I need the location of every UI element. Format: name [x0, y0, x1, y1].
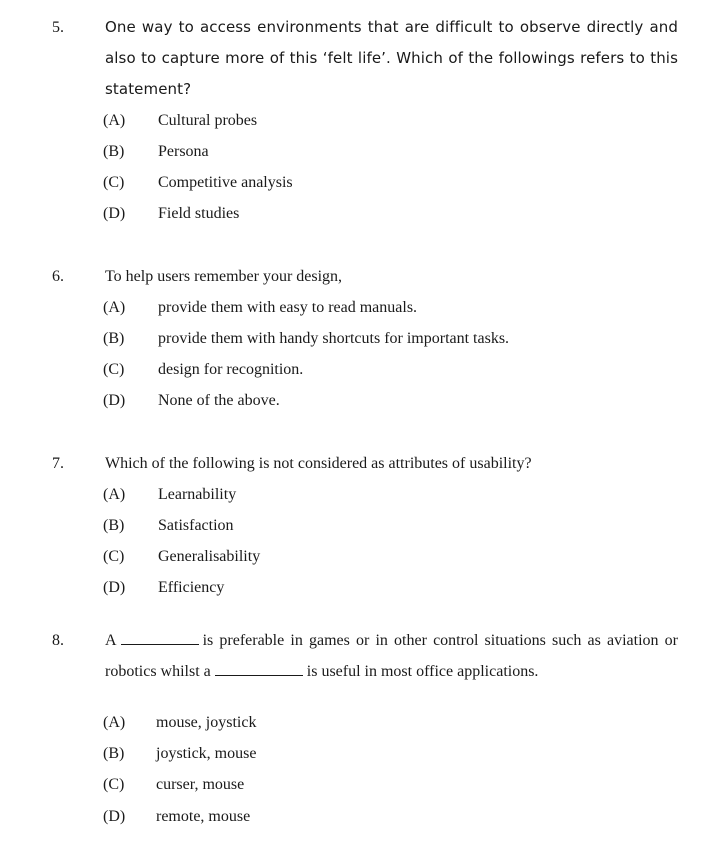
question-text: One way to access environments that are difficult to observe directly and also to capture more of this ‘felt life’. Which of the followings refers to this statement?: [105, 18, 678, 98]
option-label: (B): [103, 745, 125, 762]
question-text: [105, 625, 678, 687]
option-text: Competitive analysis: [158, 174, 293, 191]
question-number: 7.: [52, 455, 64, 472]
question-text: Which of the following is not considered as attributes of usability?: [105, 455, 532, 472]
option-d[interactable]: [103, 801, 663, 832]
option-text: Cultural probes: [158, 112, 258, 129]
option-text: Efficiency: [158, 579, 225, 596]
option-text: Learnability: [158, 486, 237, 503]
option-a[interactable]: [103, 105, 663, 136]
option-label: (B): [103, 330, 125, 347]
option-label: (D): [103, 579, 126, 596]
option-b[interactable]: [103, 136, 663, 167]
option-c[interactable]: [103, 167, 663, 198]
option-label: (A): [103, 299, 126, 316]
option-label: (C): [103, 548, 125, 565]
option-d[interactable]: [103, 198, 663, 229]
option-label: (C): [103, 361, 125, 378]
question-text-part2: is preferable in games or in other control situations such as aviation or robotics whilst a: [105, 632, 678, 680]
option-b[interactable]: [103, 738, 663, 769]
question-number: 5.: [52, 19, 64, 36]
option-d[interactable]: [103, 385, 663, 416]
option-label: (B): [103, 517, 125, 534]
option-b[interactable]: [103, 510, 663, 541]
option-text: provide them with handy shortcuts for important tasks.: [158, 330, 510, 347]
question-text: To help users remember your design,: [105, 268, 343, 285]
option-text: joystick, mouse: [156, 745, 257, 762]
option-text: provide them with easy to read manuals.: [158, 299, 418, 316]
option-label: (C): [103, 776, 125, 793]
option-label: (D): [103, 808, 126, 825]
option-text: Persona: [158, 143, 209, 160]
question-number: 8.: [52, 632, 64, 649]
option-c[interactable]: [103, 769, 663, 800]
option-c[interactable]: [103, 354, 663, 385]
option-text: Satisfaction: [158, 517, 234, 534]
option-text: mouse, joystick: [156, 714, 257, 731]
option-label: (D): [103, 205, 126, 222]
option-text: remote, mouse: [156, 808, 251, 825]
option-label: (A): [103, 486, 126, 503]
answer-blank-2: [215, 661, 303, 676]
option-d[interactable]: [103, 572, 663, 603]
option-a[interactable]: [103, 479, 663, 510]
question-text-part1: A: [105, 632, 117, 649]
option-c[interactable]: [103, 541, 663, 572]
question-text-part3: is useful in most office applications.: [306, 663, 539, 680]
option-text: None of the above.: [158, 392, 280, 409]
option-label: (A): [103, 112, 126, 129]
option-text: design for recognition.: [158, 361, 304, 378]
option-text: Generalisability: [158, 548, 261, 565]
option-a[interactable]: [103, 707, 663, 738]
option-a[interactable]: [103, 292, 663, 323]
option-label: (B): [103, 143, 125, 160]
option-label: (C): [103, 174, 125, 191]
option-label: (A): [103, 714, 126, 731]
answer-blank-1: [121, 630, 199, 645]
option-text: curser, mouse: [156, 776, 245, 793]
option-text: Field studies: [158, 205, 240, 222]
option-b[interactable]: [103, 323, 663, 354]
question-number: 6.: [52, 268, 64, 285]
option-label: (D): [103, 392, 126, 409]
